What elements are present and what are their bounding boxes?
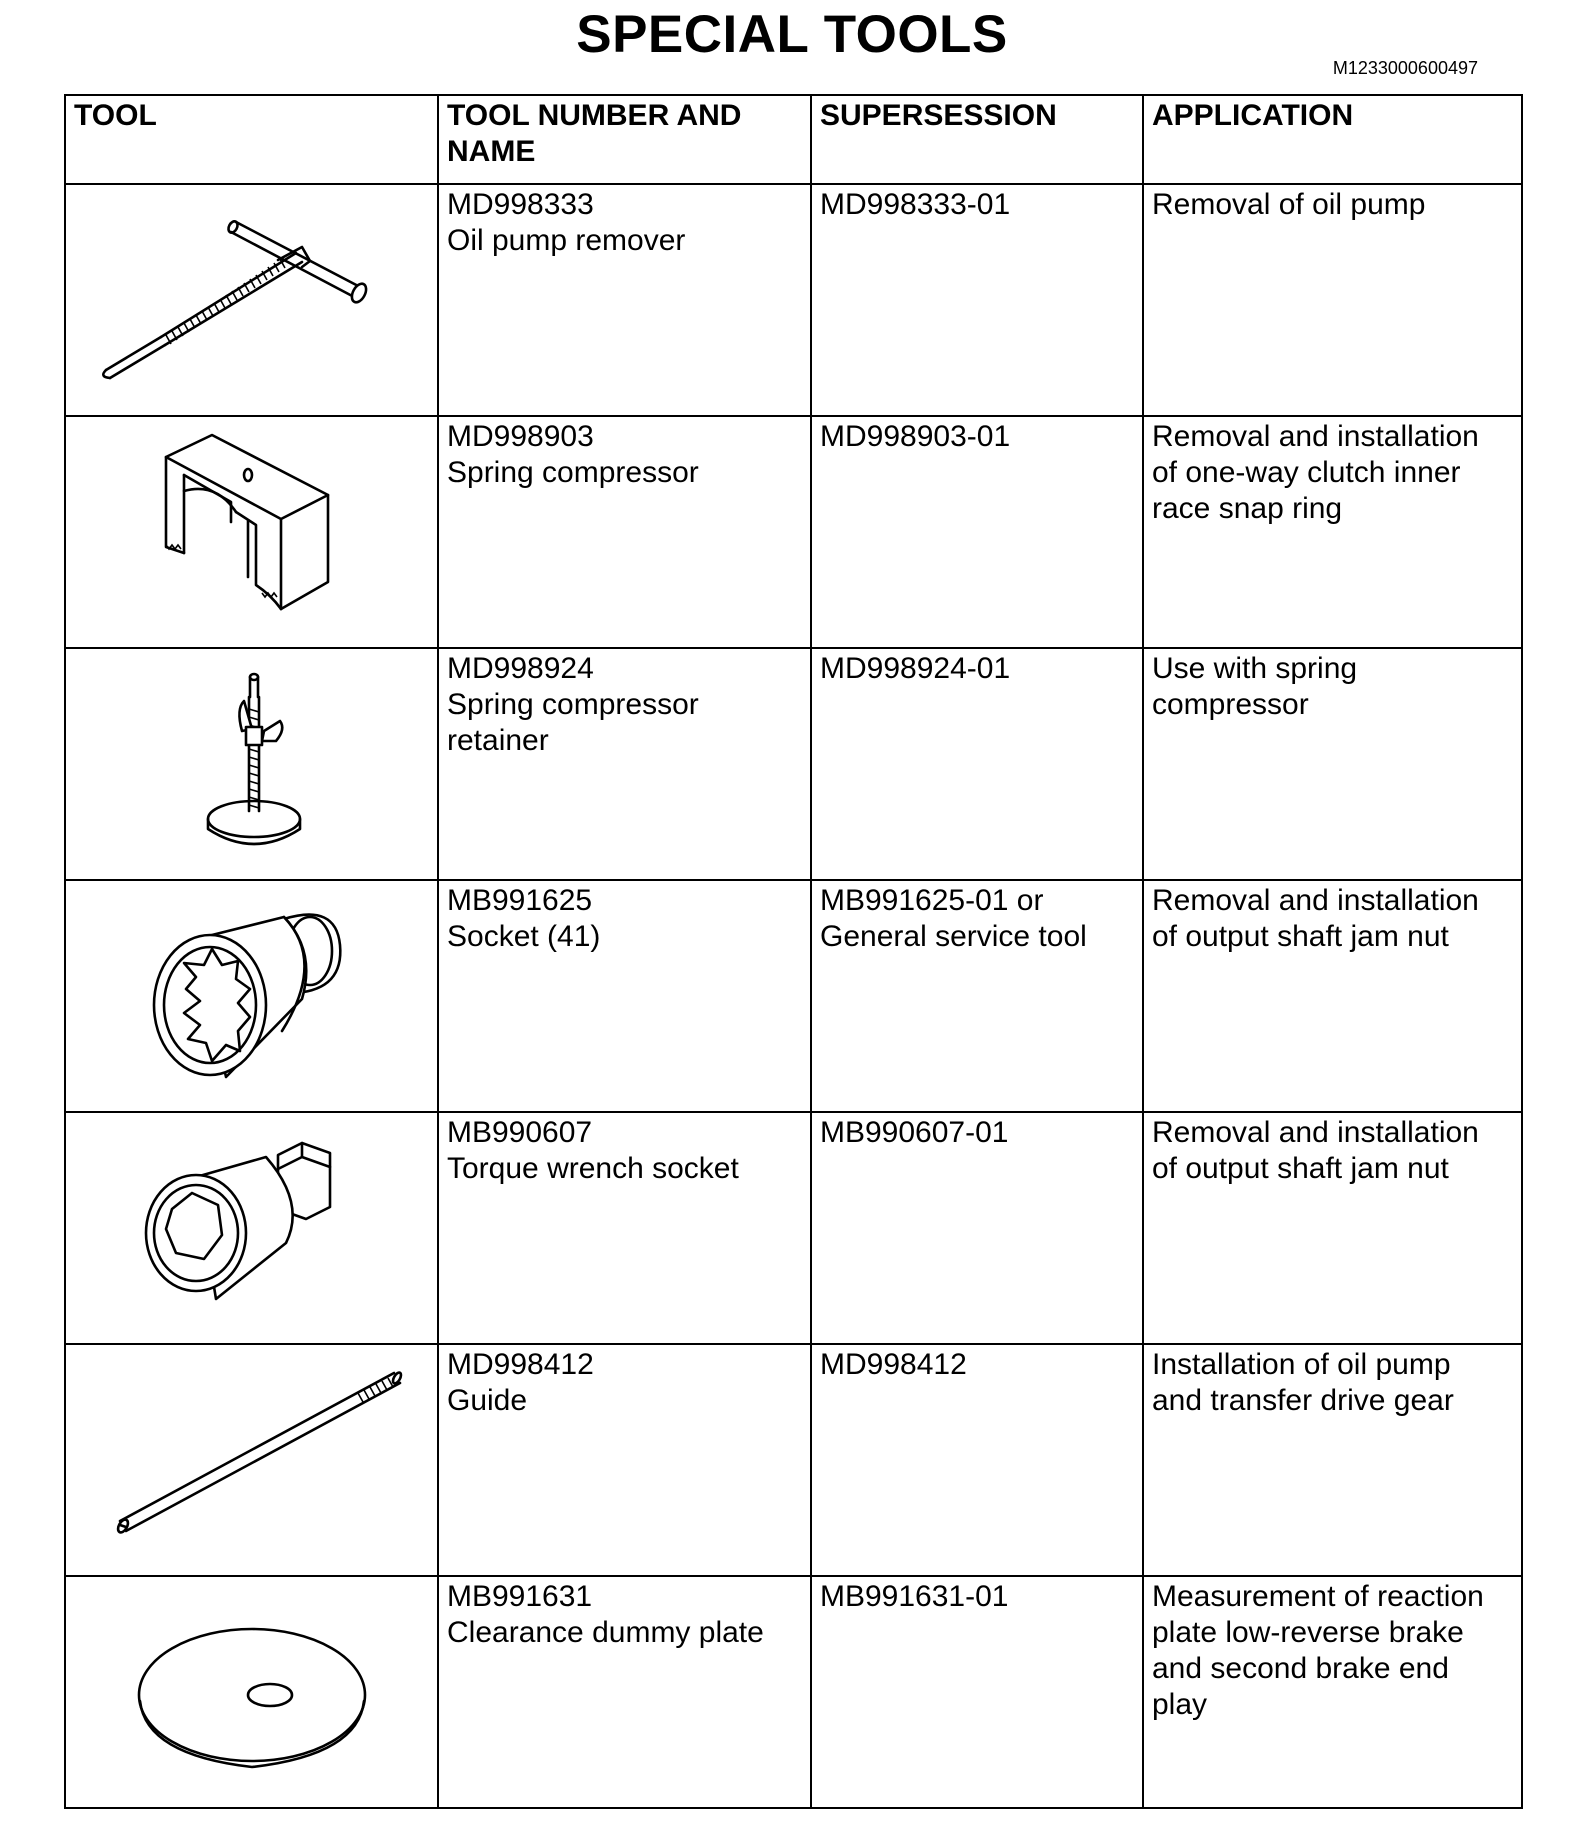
application-text: Use with spring	[1152, 652, 1358, 685]
supersession-cell	[811, 1112, 1143, 1344]
supersession-text: MB991631-01	[820, 1580, 1009, 1613]
application-text: Removal and installation	[1152, 884, 1479, 917]
supersession-text: General service tool	[820, 920, 1087, 953]
application-text: compressor	[1152, 688, 1309, 721]
tool-image-cell	[65, 648, 438, 880]
application-text: and second brake end	[1152, 1652, 1449, 1685]
tool-image-cell	[65, 416, 438, 648]
supersession-cell	[811, 880, 1143, 1112]
application-cell	[1143, 1112, 1522, 1344]
application-text: Removal and installation	[1152, 420, 1479, 453]
application-cell	[1143, 416, 1522, 648]
tool-number-name-cell	[438, 1344, 811, 1576]
supersession-cell	[811, 184, 1143, 416]
header-application: APPLICATION	[1143, 95, 1522, 184]
application-cell	[1143, 880, 1522, 1112]
tool-number-name-cell	[438, 184, 811, 416]
table-row	[65, 1576, 1522, 1808]
tool-number-name-cell	[438, 1576, 811, 1808]
tool-name: Oil pump remover	[447, 224, 686, 257]
tool-number: MB990607	[447, 1116, 593, 1149]
table-row	[65, 1112, 1522, 1344]
tool-name: Socket (41)	[447, 920, 601, 953]
application-cell	[1143, 184, 1522, 416]
tool-image-cell	[65, 184, 438, 416]
header-tool: TOOL	[65, 95, 438, 184]
table-row	[65, 184, 1522, 416]
application-text: of one-way clutch inner	[1152, 456, 1461, 489]
tool-number: MD998412	[447, 1348, 594, 1381]
tool-number-name-cell	[438, 416, 811, 648]
table-row	[65, 648, 1522, 880]
tool-number-name-cell	[438, 880, 811, 1112]
application-text: plate low-reverse brake	[1152, 1616, 1464, 1649]
application-text: of output shaft jam nut	[1152, 1152, 1449, 1185]
tool-name: Spring compressor	[447, 456, 699, 489]
spring-compressor-icon	[66, 417, 438, 647]
supersession-text: MD998412	[820, 1348, 967, 1381]
application-text: Removal and installation	[1152, 1116, 1479, 1149]
tool-number-name-cell	[438, 648, 811, 880]
application-text: Measurement of reaction	[1152, 1580, 1484, 1613]
tool-number: MB991625	[447, 884, 593, 917]
header-tool-number-and-name: TOOL NUMBER AND NAME	[438, 95, 811, 184]
tool-image-cell	[65, 880, 438, 1112]
wing-nut-retainer-icon	[66, 649, 438, 879]
page-title: SPECIAL TOOLS	[576, 5, 1008, 64]
application-text: Removal of oil pump	[1152, 188, 1426, 221]
guide-rod-icon	[66, 1345, 438, 1575]
application-text: of output shaft jam nut	[1152, 920, 1449, 953]
table-row	[65, 880, 1522, 1112]
supersession-text: MD998903-01	[820, 420, 1011, 453]
supersession-text: MD998333-01	[820, 188, 1011, 221]
tool-number: MD998924	[447, 652, 594, 685]
header-supersession: SUPERSESSION	[811, 95, 1143, 184]
table-header-row	[65, 95, 1522, 184]
supersession-text: MD998924-01	[820, 652, 1011, 685]
tool-number: MD998333	[447, 188, 594, 221]
tool-image-cell	[65, 1112, 438, 1344]
table-row	[65, 416, 1522, 648]
table-row	[65, 1344, 1522, 1576]
12-point-socket-icon	[66, 881, 438, 1111]
application-text: Installation of oil pump	[1152, 1348, 1451, 1381]
tool-name: Torque wrench socket	[447, 1152, 739, 1185]
tool-name: Clearance dummy plate	[447, 1616, 764, 1649]
application-cell	[1143, 1576, 1522, 1808]
dummy-plate-icon	[66, 1577, 438, 1807]
tool-name: Guide	[447, 1384, 528, 1417]
application-text: race snap ring	[1152, 492, 1343, 525]
t-handle-puller-icon	[66, 185, 438, 415]
torque-wrench-socket-icon	[66, 1113, 438, 1343]
document-id: M1233000600497	[1332, 58, 1478, 78]
application-text: and transfer drive gear	[1152, 1384, 1454, 1417]
tool-name: Spring compressor	[447, 688, 699, 721]
tool-name: retainer	[447, 724, 549, 757]
supersession-cell	[811, 648, 1143, 880]
tool-image-cell	[65, 1576, 438, 1808]
tool-image-cell	[65, 1344, 438, 1576]
supersession-cell	[811, 416, 1143, 648]
supersession-cell	[811, 1344, 1143, 1576]
application-cell	[1143, 1344, 1522, 1576]
supersession-cell	[811, 1576, 1143, 1808]
tool-number: MD998903	[447, 420, 594, 453]
special-tools-table	[64, 94, 1523, 1809]
supersession-text: MB991625-01 or	[820, 884, 1044, 917]
tool-number-name-cell	[438, 1112, 811, 1344]
application-text: play	[1152, 1688, 1208, 1721]
application-cell	[1143, 648, 1522, 880]
tool-number: MB991631	[447, 1580, 593, 1613]
supersession-text: MB990607-01	[820, 1116, 1009, 1149]
